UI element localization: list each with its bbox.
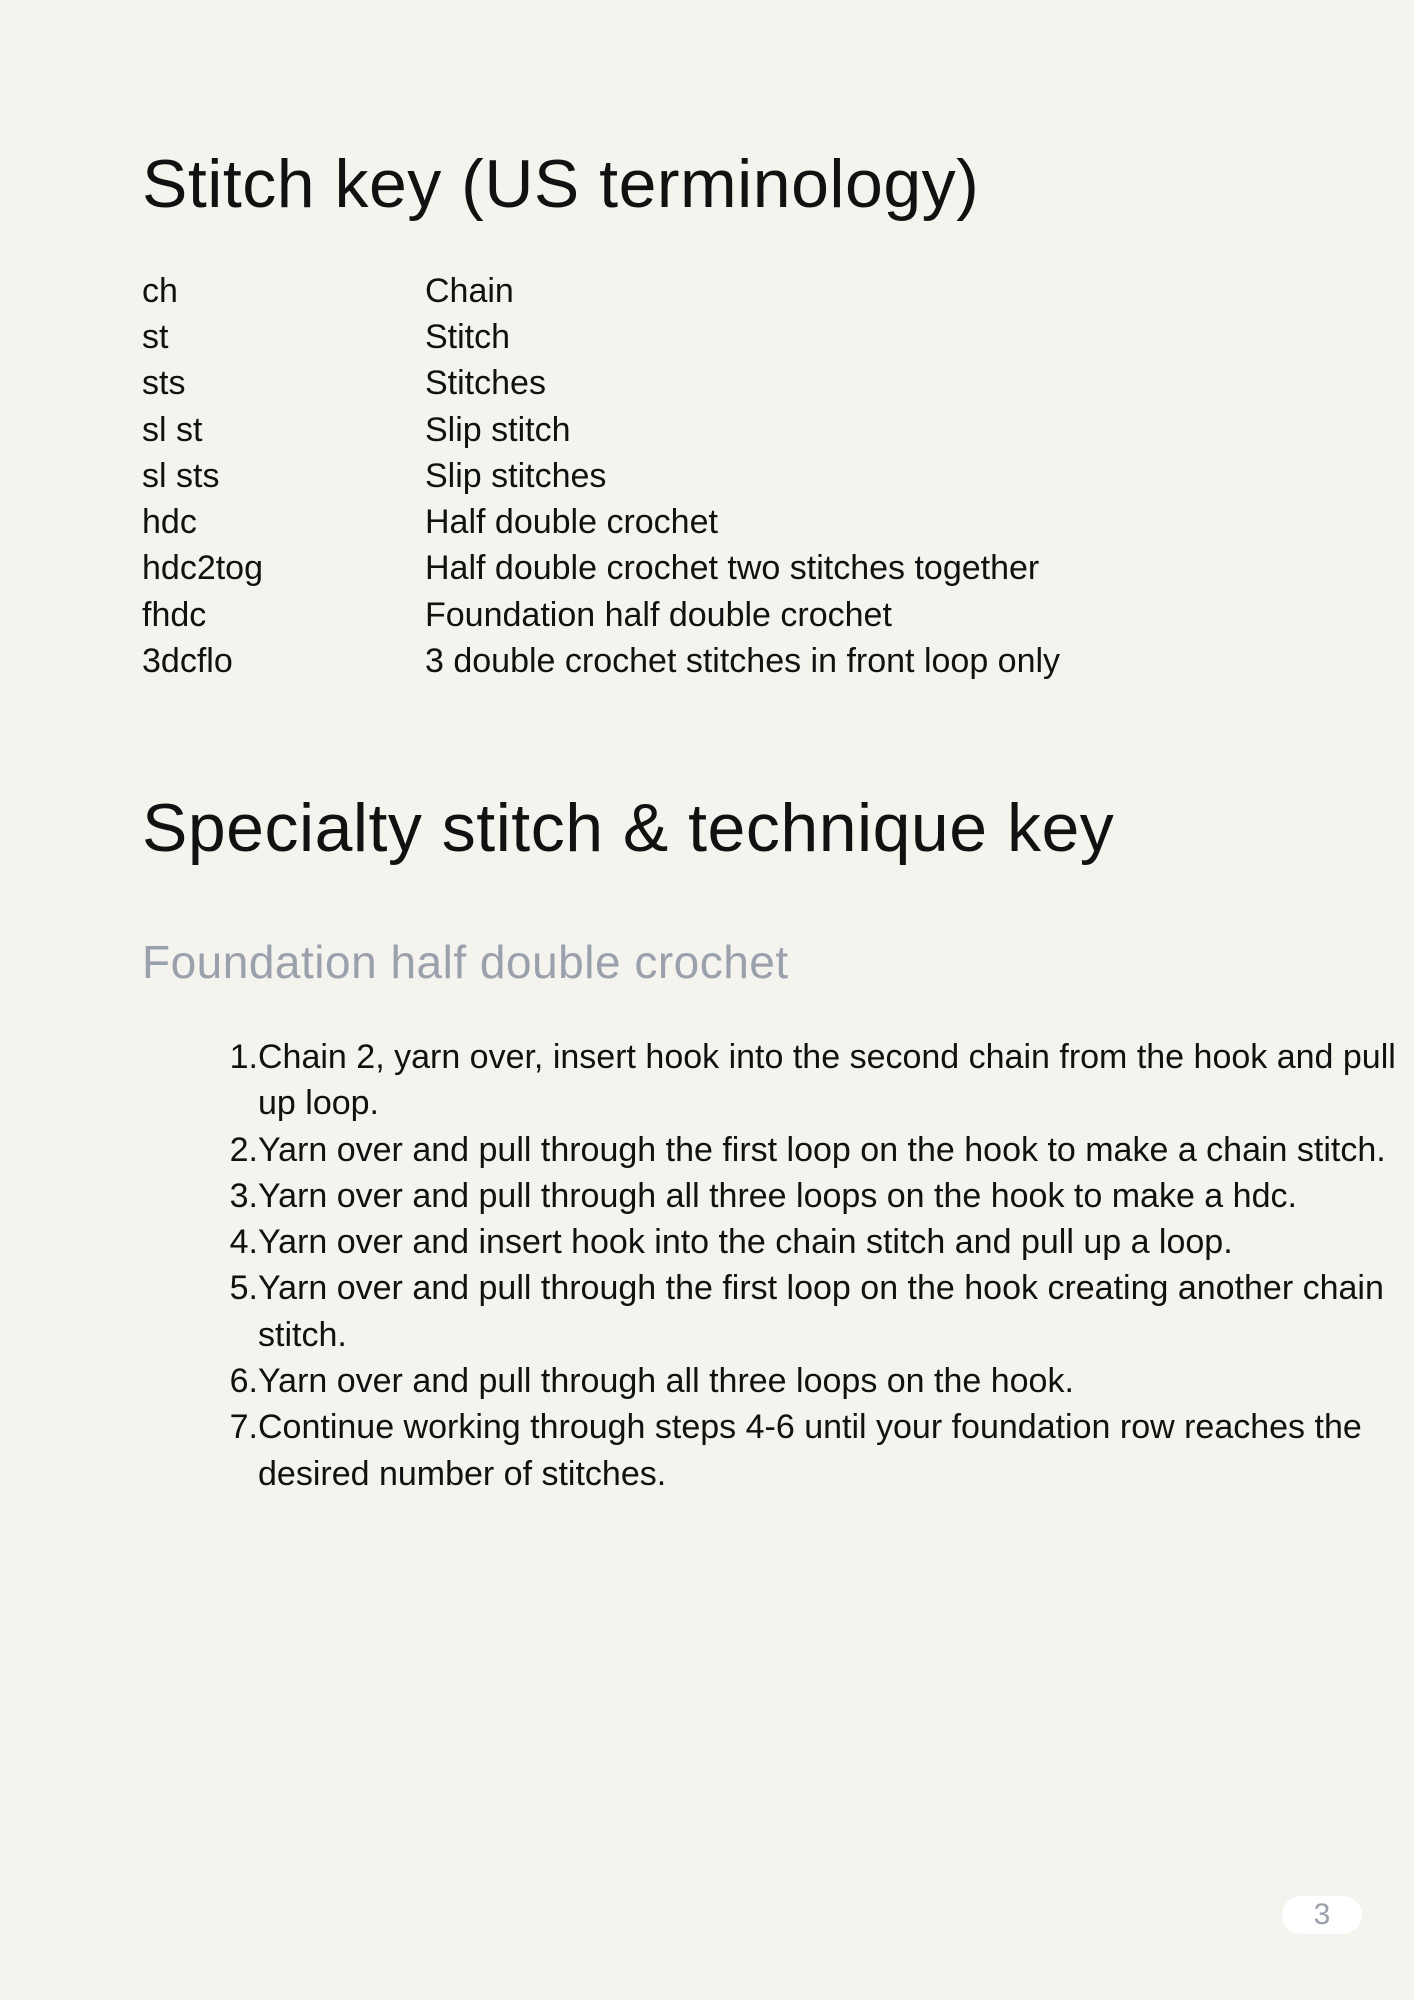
- key-abbreviation: ch: [142, 271, 178, 310]
- key-description: Stitch: [425, 317, 511, 356]
- step-item: [229, 1404, 1398, 1497]
- key-row: [142, 546, 1242, 592]
- key-abbreviation: st: [142, 317, 169, 356]
- key-description: Chain: [425, 271, 514, 310]
- key-description: Slip stitches: [425, 456, 607, 495]
- stitch-key-table: [142, 268, 1242, 685]
- step-text: Yarn over and pull through the first loop on the hook to make a chain stitch.: [258, 1130, 1386, 1169]
- step-text: Continue working through steps 4-6 until your foundation row reaches the desired number of stitches.: [258, 1408, 1362, 1493]
- step-text: Yarn over and pull through all three loops on the hook to make a hdc.: [258, 1176, 1297, 1215]
- key-row: [142, 592, 1242, 638]
- step-item: [229, 1219, 1398, 1265]
- key-row: [142, 453, 1242, 499]
- step-number: 7.: [229, 1408, 258, 1447]
- key-description: Foundation half double crochet: [425, 595, 892, 634]
- step-text: Yarn over and pull through the first loop on the hook creating another chain stitch.: [258, 1269, 1384, 1354]
- step-item: [229, 1127, 1398, 1173]
- key-abbreviation: hdc2tog: [142, 549, 263, 588]
- technique-subtitle: Foundation half double crochet: [142, 936, 789, 988]
- key-row: [142, 268, 1242, 314]
- key-description: Stitches: [425, 364, 546, 403]
- step-number: 5.: [229, 1269, 258, 1308]
- key-abbreviation: sl sts: [142, 456, 220, 495]
- key-abbreviation: sl st: [142, 410, 203, 449]
- step-item: [229, 1358, 1398, 1404]
- step-number: 3.: [229, 1176, 258, 1215]
- specialty-title: Specialty stitch & technique key: [142, 790, 1115, 866]
- key-description: Half double crochet: [425, 503, 718, 542]
- key-row: [142, 499, 1242, 545]
- step-number: 6.: [229, 1362, 258, 1401]
- technique-steps-list: [229, 1034, 1398, 1497]
- step-text: Yarn over and pull through all three loops on the hook.: [258, 1362, 1074, 1401]
- step-item: [229, 1265, 1398, 1358]
- stitch-key-title: Stitch key (US terminology): [142, 146, 980, 222]
- key-description: Slip stitch: [425, 410, 571, 449]
- page-number: 3: [1282, 1896, 1362, 1934]
- key-row: [142, 407, 1242, 453]
- key-abbreviation: 3dcflo: [142, 642, 233, 681]
- key-abbreviation: fhdc: [142, 595, 207, 634]
- step-text: Yarn over and insert hook into the chain stitch and pull up a loop.: [258, 1223, 1233, 1262]
- key-row: [142, 361, 1242, 407]
- step-number: 2.: [229, 1130, 258, 1169]
- key-description: Half double crochet two stitches together: [425, 549, 1040, 588]
- step-item: [229, 1034, 1398, 1127]
- step-text: Chain 2, yarn over, insert hook into the second chain from the hook and pull up loop.: [258, 1038, 1396, 1123]
- key-description: 3 double crochet stitches in front loop only: [425, 642, 1061, 681]
- key-abbreviation: sts: [142, 364, 186, 403]
- key-row: [142, 638, 1242, 684]
- step-number: 1.: [229, 1038, 258, 1076]
- step-item: [229, 1173, 1398, 1219]
- step-number: 4.: [229, 1223, 258, 1262]
- key-row: [142, 314, 1242, 360]
- key-abbreviation: hdc: [142, 503, 197, 542]
